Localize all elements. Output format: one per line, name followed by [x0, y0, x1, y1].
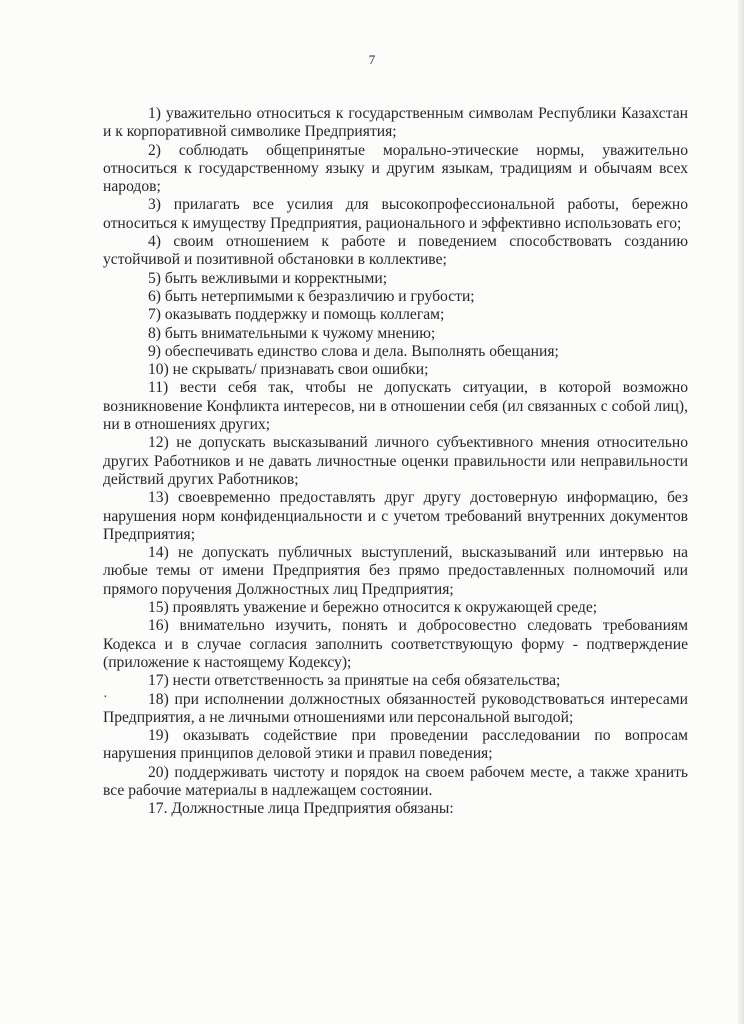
page-edge-shadow	[738, 0, 744, 1024]
list-item: 9) обеспечивать единство слова и дела. Выполнять обещания;	[148, 342, 559, 360]
list-item: 16) внимательно изучить, понять и добросовестно следовать требованиям Кодекса и в случае согласия заполнить соответствующую форму - подтверждение (приложение к настоящему Кодексу);	[103, 617, 688, 671]
list-item: 14) не допускать публичных выступлений, высказываний или интервью на любые темы от имени Предприятия без прямо предоставленных полномочий или прямого поручения Должностных лиц Предприятия;	[103, 544, 688, 598]
list-item: 3) прилагать все усилия для высокопрофессиональной работы, бережно относиться к имуществу Предприятия, рационального и эффективно использовать его;	[103, 196, 688, 232]
list-item: 2) соблюдать общепринятые морально-этические нормы, уважительно относиться к государственному языку и другим языкам, традициям и обычаям всех народов;	[103, 141, 688, 196]
document-body	[103, 105, 688, 819]
list-item: 17) нести ответственность за принятые на себя обязательства;	[148, 672, 561, 690]
list-item: 8) быть внимательными к чужому мнению;	[148, 324, 436, 342]
list-item: 7) оказывать поддержку и помощь коллегам;	[148, 306, 445, 324]
list-item: 11) вести себя так, чтобы не допускать ситуации, в которой возможно возникновение Конфликта интересов, ни в отношении себя (ил связанных с собой лиц), ни в отношениях других;	[103, 379, 688, 434]
list-item: 5) быть вежливыми и корректными;	[148, 269, 388, 287]
section-heading: 17. Должностные лица Предприятия обязаны:	[148, 800, 454, 818]
list-item: 1) уважительно относиться к государственным символам Республики Казахстан и к корпоративной символике Предприятия;	[103, 105, 688, 141]
list-item: 18) при исполнении должностных обязанностей руководствоваться интересами Предприятия, а не личными отношениями или персональной выгодой;	[103, 690, 688, 726]
list-item: 10) не скрывать/ признавать свои ошибки;	[148, 361, 429, 379]
page-number: 7	[368, 52, 376, 67]
list-item: 12) не допускать высказываний личного субъективного мнения относительно других Работников и не давать личностные оценки правильности или неправильности действий других Работников;	[103, 434, 688, 488]
list-item: 20) поддерживать чистоту и порядок на своем рабочем месте, а также хранить все рабочие материалы в надлежащем состоянии.	[103, 763, 688, 799]
list-item: 6) быть нетерпимыми к безразличию и грубости;	[148, 287, 475, 305]
list-item: 4) своим отношением к работе и поведением способствовать созданию устойчивой и позитивной обстановки в коллективе;	[103, 233, 688, 269]
list-item: 13) своевременно предоставлять друг другу достоверную информацию, без нарушения норм конфиденциальности и с учетом требований внутренних документов Предприятия;	[103, 489, 688, 543]
list-item: 19) оказывать содействие при проведении расследовании по вопросам нарушения принципов деловой этики и правил поведения;	[103, 727, 688, 763]
list-item: 15) проявлять уважение и бережно относится к окружающей среде;	[148, 599, 598, 617]
stray-mark: ·	[103, 690, 108, 705]
